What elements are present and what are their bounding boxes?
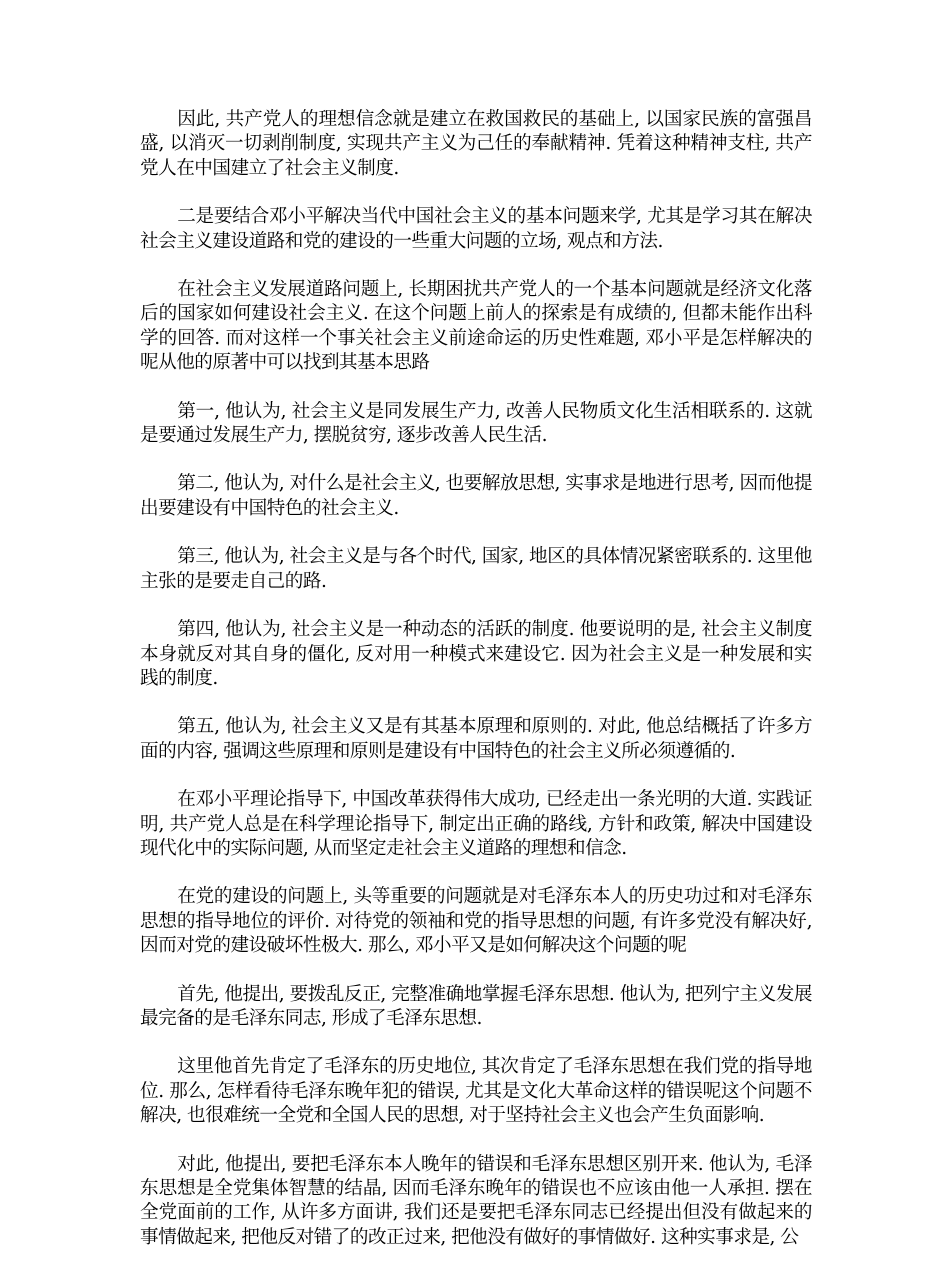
paragraph-5: 第二, 他认为, 对什么是社会主义, 也要解放思想, 实事求是地进行思考, 因而他提出要建设有中国特色的社会主义.: [140, 473, 812, 519]
paragraph-2: 二是要结合邓小平解决当代中国社会主义的基本问题来学, 尤其是学习其在解决社会主义建设道路和党的建设的一些重大问题的立场, 观点和方法.: [140, 206, 812, 252]
paragraph-10: 在党的建设的问题上, 头等重要的问题就是对毛泽东本人的历史功过和对毛泽东思想的指导地位的评价. 对待党的领袖和党的指导思想的问题, 有许多党没有解决好, 因而对党的建设破坏性极大. 那么, 邓小平又是如何解决这个问题的呢: [140, 886, 812, 957]
paragraph-4: 第一, 他认为, 社会主义是同发展生产力, 改善人民物质文化生活相联系的. 这就是要通过发展生产力, 摆脱贫穷, 逐步改善人民生活.: [140, 400, 812, 447]
paragraph-12: 这里他首先肯定了毛泽东的历史地位, 其次肯定了毛泽东思想在我们党的指导地位. 那么, 怎样看待毛泽东晚年犯的错误, 尤其是文化大革命这样的错误呢这个问题不解决, 也很难统一全党和全国人民的思想, 对于坚持社会主义也会产生负面影响.: [140, 1056, 812, 1127]
document-body: [140, 108, 812, 1274]
paragraph-11: 首先, 他提出, 要拨乱反正, 完整准确地掌握毛泽东思想. 他认为, 把列宁主义发展最完备的是毛泽东同志, 形成了毛泽东思想.: [140, 983, 812, 1029]
paragraph-13: 对此, 他提出, 要把毛泽东本人晚年的错误和毛泽东思想区别开来. 他认为, 毛泽东思想是全党集体智慧的结晶, 因而毛泽东晚年的错误也不应该由他一人承担. 摆在全党面前的工作, 从许多方面讲, 我们还是要把毛泽东同志已经提出但没有做起来的事情做起来, 把他反对错了的改正过来, 把他没有做好的事情做好. 这种实事求是, 公: [140, 1153, 812, 1248]
paragraph-1: 因此, 共产党人的理想信念就是建立在救国救民的基础上, 以国家民族的富强昌盛, 以消灭一切剥削制度, 实现共产主义为己任的奉献精神. 凭着这种精神支柱, 共产党人在中国建立了社会主义制度.: [140, 109, 812, 179]
paragraph-7: 第四, 他认为, 社会主义是一种动态的活跃的制度. 他要说明的是, 社会主义制度本身就反对其自身的僵化, 反对用一种模式来建设它. 因为社会主义是一种发展和实践的制度.: [140, 619, 812, 689]
paragraph-6: 第三, 他认为, 社会主义是与各个时代, 国家, 地区的具体情况紧密联系的. 这里他主张的是要走自己的路.: [140, 546, 812, 592]
paragraph-8: 第五, 他认为, 社会主义又是有其基本原理和原则的. 对此, 他总结概括了许多方面的内容, 强调这些原理和原则是建设有中国特色的社会主义所必须遵循的.: [140, 716, 812, 762]
paragraph-3: 在社会主义发展道路问题上, 长期困扰共产党人的一个基本问题就是经济文化落后的国家如何建设社会主义. 在这个问题上前人的探索是有成绩的, 但都未能作出科学的回答. 而对这样一个事关社会主义前途命运的历史性难题, 邓小平是怎样解决的呢从他的原著中可以找到其基本思路: [140, 279, 812, 374]
paragraph-9: 在邓小平理论指导下, 中国改革获得伟大成功, 已经走出一条光明的大道. 实践证明, 共产党人总是在科学理论指导下, 制定出正确的路线, 方针和政策, 解决中国建设现代化中的实际问题, 从而坚定走社会主义道路的理想和信念.: [140, 789, 812, 859]
